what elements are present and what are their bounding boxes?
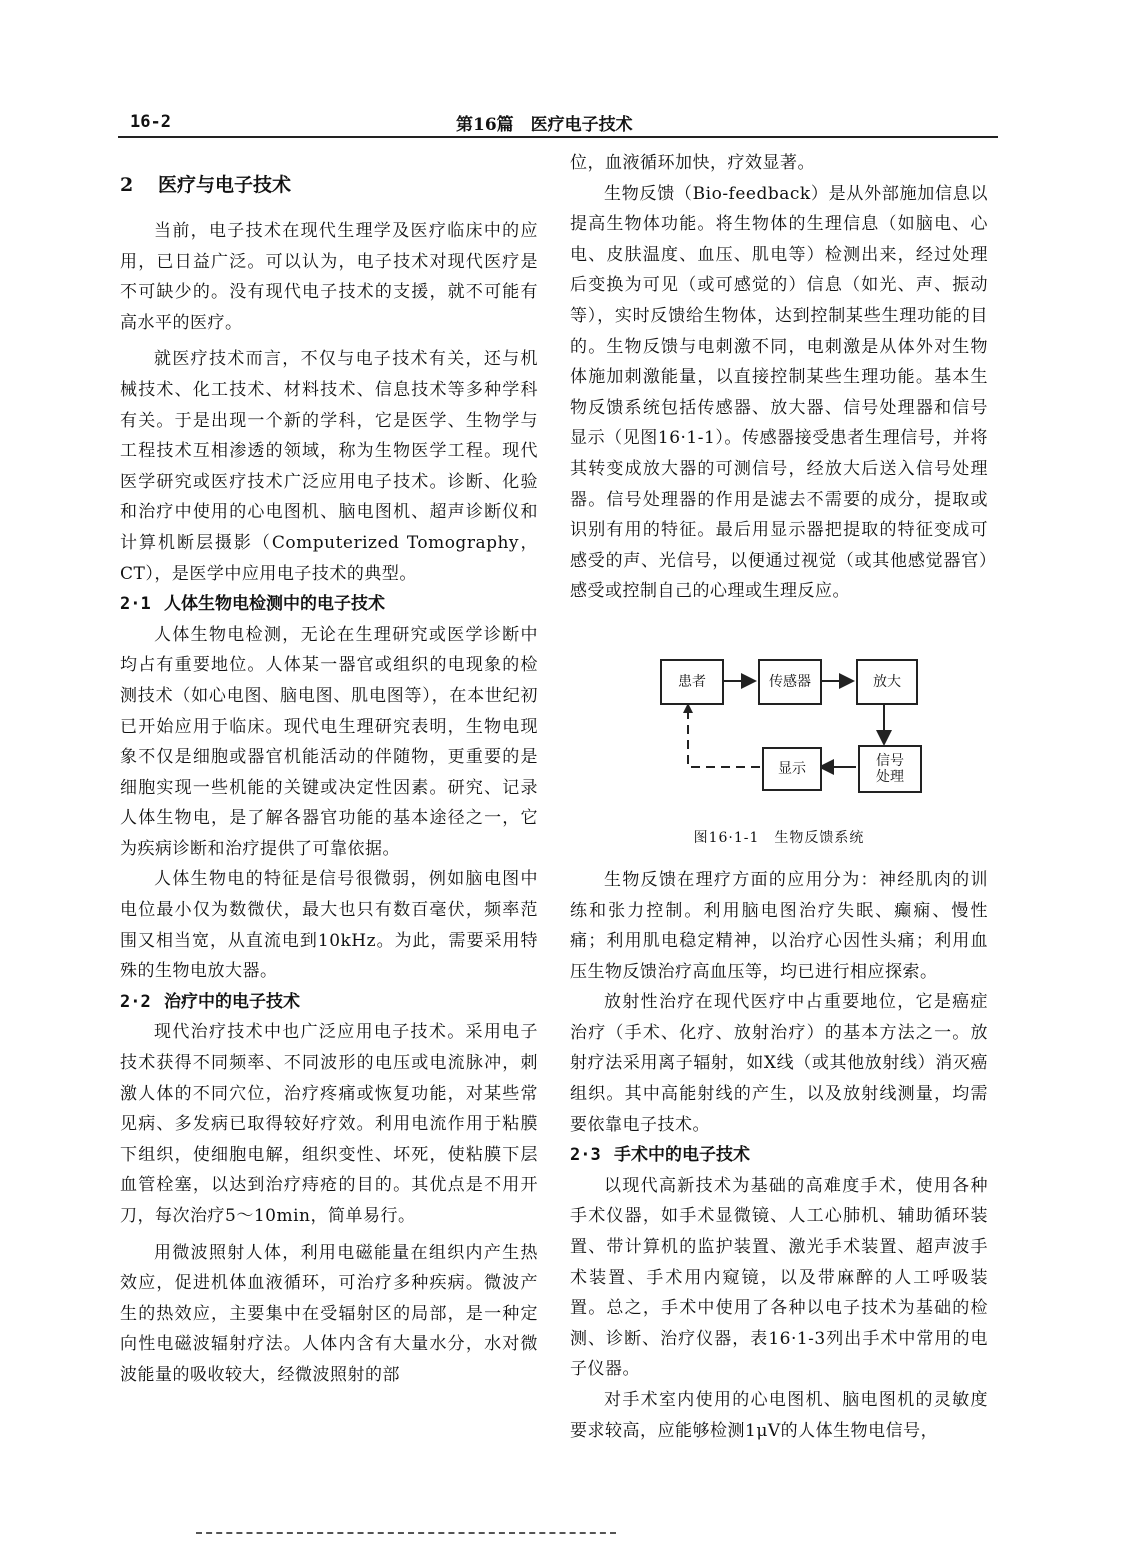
paragraph: 用微波照射人体，利用电磁能量在组织内产生热效应，促进机体血液循环，可治疗多种疾病。微波产生的热效应，主要集中在受辐射区的局部，是一种定向性电磁波辐射疗法。人体内含有大量水分，水对微波能量的吸收较大，经微波照射的部 <box>120 1242 538 1385</box>
feedback-dashed-line <box>688 711 760 767</box>
paragraph: 对手术室内使用的心电图机、脑电图机的灵敏度要求较高，应能够检测1μV的人体生物电信号， <box>570 1390 988 1441</box>
paragraph: 人体生物电的特征是信号很微弱，例如脑电图中电位最小仅为数微伏，最大也只有数百毫伏，频率范围又相当宽，从直流电到10kHz。为此，需要采用特殊的生物电放大器。 <box>120 869 538 982</box>
paragraph: 人体生物电检测，无论在生理研究或医学诊断中均占有重要地位。人体某一器官或组织的电现象的检测技术（如心电图、脑电图、肌电图等），在本世纪初已开始应用于临床。现代电生理研究表明，生物电现象不仅是细胞或器官机能活动的伴随物，更重要的是细胞实现一些机能的关键或决定性因素。研究、记录人体生物电，是了解各器官功能的基本途径之一，它为疾病诊断和治疗提供了可靠依据。 <box>120 624 538 859</box>
paragraph: 生物反馈（Bio-feedback）是从外部施加信息以提高生物体功能。将生物体的生理信息（如脑电、心电、皮肤温度、血压、肌电等）检测出来，经过处理后变换为可见（或可感觉的）信息（如光、声、振动等），实时反馈给生物体，达到控制某些生理功能的目的。生物反馈与电刺激不同，电刺激是从体外对生物体施加刺激能量，以直接控制某些生理功能。基本生物反馈系统包括传感器、放大器、信号处理器和信号显示（见图16·1-1）。传感器接受患者生理信号，并将其转变成放大器的可测信号，经放大后送入信号处理器。信号处理器的作用是滤去不需要的成分，提取或识别有用的特征。最后用显示器把提取的特征变成可感受的声、光信号，以便通过视觉（或其他感觉器官）感受或控制自己的心理或生理反应。 <box>570 183 988 602</box>
footer-dashed-rule <box>196 1532 616 1534</box>
header-rule <box>118 136 998 138</box>
signal-processor-box <box>858 745 922 793</box>
paragraph: 当前，电子技术在现代生理学及医疗临床中的应用，已日益广泛。可以认为，电子技术对现代医疗是不可缺少的。没有现代电子技术的支援，就不可能有高水平的医疗。 <box>120 221 538 333</box>
page-number: 16-2 <box>130 112 171 132</box>
processor-label-line2: 处理 <box>876 768 904 785</box>
subsection-heading <box>120 987 538 1018</box>
sensor-box: 传感器 <box>758 659 822 705</box>
figure-caption: 图16·1-1 生物反馈系统 <box>693 829 865 846</box>
subsection-number: 2·1 <box>120 594 151 615</box>
subsection-title: 手术中的电子技术 <box>614 1145 750 1166</box>
paragraph: 生物反馈在理疗方面的应用分为：神经肌肉的训练和张力控制。利用脑电图治疗失眠、癫痫、慢性痛；利用肌电稳定精神，以治疗心因性头痛；利用血压生物反馈治疗高血压等，均已进行相应探索。 <box>570 869 988 982</box>
left-column <box>120 148 538 1391</box>
section-number: 2 <box>120 174 134 196</box>
patient-box: 患者 <box>660 659 724 705</box>
section-heading <box>120 170 538 200</box>
paragraph: 位，血液循环加快，疗效显著。 <box>570 153 815 173</box>
biofeedback-figure <box>570 641 988 821</box>
display-box: 显示 <box>762 747 822 791</box>
paragraph: 放射性治疗在现代医疗中占重要地位，它是癌症治疗（手术、化疗、放射治疗）的基本方法之一。放射疗法采用离子辐射，如X线（或其他放射线）消灭癌组织。其中高能射线的产生，以及放射线测量，均需要依靠电子技术。 <box>570 992 988 1135</box>
paragraph: 就医疗技术而言，不仅与电子技术有关，还与机械技术、化工技术、材料技术、信息技术等多种学科有关。于是出现一个新的学科，它是医学、生物学与工程技术互相渗透的领域，称为生物医学工程。现代医学研究或医疗技术广泛应用电子技术。诊断、化验和治疗中使用的心电图机、脑电图机、超声诊断仪和计算机断层摄影（Computerized Tomography，CT），是医学中应用电子技术的典型。 <box>120 349 538 584</box>
paragraph: 以现代高新技术为基础的高难度手术，使用各种手术仪器，如手术显微镜、人工心肺机、辅助循环装置、带计算机的监护装置、激光手术装置、超声波手术装置、手术用内窥镜，以及带麻醉的人工呼吸装置。总之，手术中使用了各种以电子技术为基础的检测、诊断、治疗仪器，表16·1-3列出手术中常用的电子仪器。 <box>570 1175 988 1380</box>
subsection-heading <box>120 589 538 620</box>
subsection-number: 2·2 <box>120 991 151 1012</box>
paragraph: 现代治疗技术中也广泛应用电子技术。采用电子技术获得不同频率、不同波形的电压或电流脉冲，刺激人体的不同穴位，治疗疼痛或恢复功能，对某些常见病、多发病已取得较好疗效。利用电流作用于粘膜下组织，使细胞电解，组织变性、坏死，使粘膜下层血管栓塞，以达到治疗痔疮的目的。其优点是不用开刀，每次治疗5～10min，简单易行。 <box>120 1022 538 1226</box>
subsection-heading <box>570 1140 988 1171</box>
running-header: 第16篇 医疗电子技术 <box>456 115 633 135</box>
subsection-title: 人体生物电检测中的电子技术 <box>164 594 385 615</box>
amplifier-box: 放大 <box>856 659 918 705</box>
right-column <box>570 148 988 1446</box>
subsection-title: 治疗中的电子技术 <box>164 991 300 1012</box>
section-title: 医疗与电子技术 <box>158 174 292 196</box>
processor-label-line1: 信号 <box>876 752 904 769</box>
subsection-number: 2·3 <box>570 1145 601 1166</box>
